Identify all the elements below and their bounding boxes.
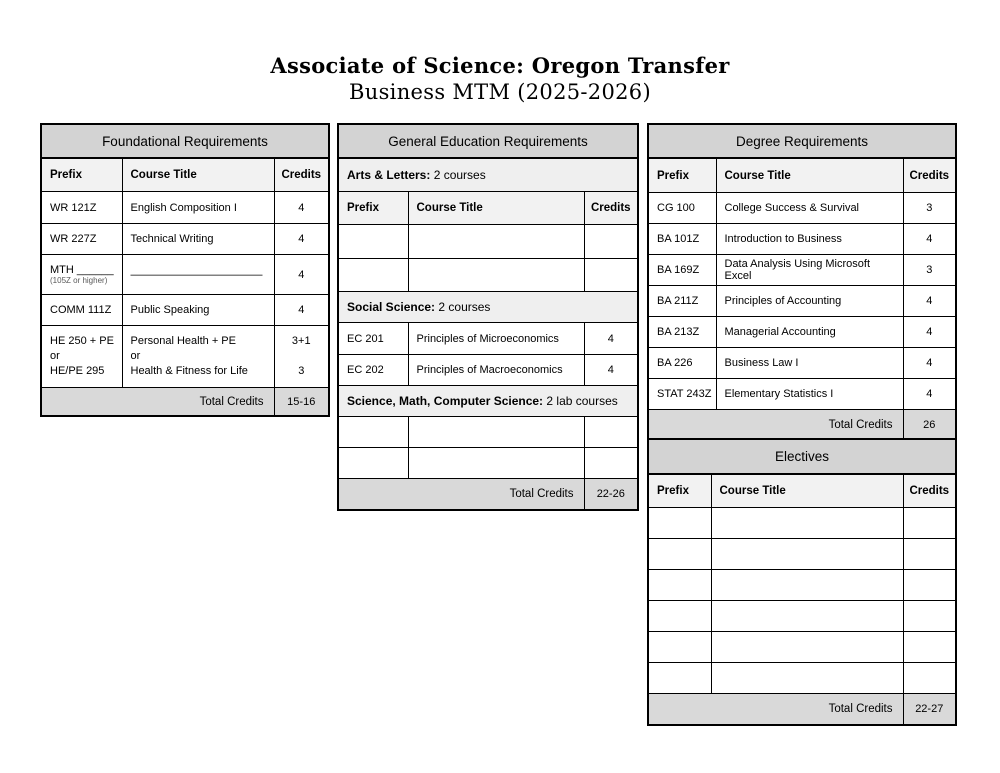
table-row [41, 224, 329, 255]
course-title: College Success & Survival [716, 193, 903, 224]
empty-cell [903, 601, 956, 632]
empty-cell [711, 663, 903, 694]
table-row [41, 295, 329, 326]
empty-cell [903, 663, 956, 694]
course-credits: 4 [584, 355, 638, 386]
course-prefix [41, 255, 122, 295]
credits-header: Credits [903, 158, 956, 193]
table-row [648, 286, 956, 317]
section-name: Science, Math, Computer Science: [347, 394, 544, 408]
table-row-math [41, 255, 329, 295]
table-row-empty [648, 570, 956, 601]
course-title: Managerial Accounting [716, 317, 903, 348]
empty-cell [903, 632, 956, 663]
course-title: English Composition I [122, 192, 274, 224]
general-education-table [337, 123, 639, 511]
column-header-row [648, 158, 956, 193]
total-credits-row [41, 388, 329, 417]
empty-cell [648, 663, 711, 694]
table-row [41, 192, 329, 224]
empty-cell [711, 570, 903, 601]
table-row [648, 193, 956, 224]
course-credits: 4 [274, 255, 329, 295]
course-prefix: BA 101Z [648, 224, 716, 255]
course-credits: 4 [903, 379, 956, 410]
column-header-row [338, 192, 638, 225]
course-title: Public Speaking [122, 295, 274, 326]
total-credits-label: Total Credits [338, 479, 584, 511]
course-prefix: EC 202 [338, 355, 408, 386]
course-title [122, 326, 274, 388]
course-title: Principles of Accounting [716, 286, 903, 317]
empty-cell [648, 570, 711, 601]
course-credits: 4 [903, 224, 956, 255]
health-title-or: or [130, 350, 141, 362]
empty-cell [648, 539, 711, 570]
table-row-empty [648, 508, 956, 539]
course-prefix: STAT 243Z [648, 379, 716, 410]
total-credits-label: Total Credits [648, 694, 903, 726]
course-credits: 4 [274, 224, 329, 255]
course-prefix: EC 201 [338, 323, 408, 355]
course-title: Data Analysis Using Microsoft Excel [716, 255, 903, 286]
empty-cell [408, 225, 584, 259]
empty-cell [408, 448, 584, 479]
table-row-empty [648, 632, 956, 663]
table-row [648, 348, 956, 379]
course-prefix: BA 226 [648, 348, 716, 379]
course-prefix: WR 121Z [41, 192, 122, 224]
table-row [648, 255, 956, 286]
course-credits: 4 [903, 317, 956, 348]
empty-cell [584, 259, 638, 292]
course-title: Technical Writing [122, 224, 274, 255]
course-credits: 4 [584, 323, 638, 355]
section-count: 2 lab courses [543, 394, 618, 408]
course-prefix: BA 169Z [648, 255, 716, 286]
empty-cell [648, 601, 711, 632]
table-title: General Education Requirements [338, 124, 638, 158]
total-credits-row [338, 479, 638, 511]
empty-cell [903, 539, 956, 570]
prefix-header: Prefix [648, 158, 716, 193]
table-row-health [41, 326, 329, 388]
credits-header: Credits [274, 158, 329, 192]
course-prefix [41, 326, 122, 388]
section-header-science [338, 386, 638, 417]
empty-cell [338, 417, 408, 448]
section-count: 2 courses [435, 300, 491, 314]
column-header-row [648, 474, 956, 508]
page-subtitle: Business MTM (2025-2026) [349, 80, 651, 104]
page-title: Associate of Science: Oregon Transfer [270, 53, 730, 78]
empty-cell [338, 448, 408, 479]
health-credits-spacer [275, 349, 329, 364]
health-title-option2: Health & Fitness for Life [130, 365, 248, 377]
total-credits-label: Total Credits [41, 388, 274, 417]
total-credits-label: Total Credits [648, 410, 903, 441]
total-credits-value: 22-27 [903, 694, 956, 726]
empty-cell [711, 539, 903, 570]
course-credits: 3 [903, 193, 956, 224]
total-credits-value: 22-26 [584, 479, 638, 511]
empty-cell [584, 225, 638, 259]
table-row-empty [338, 259, 638, 292]
column-header-row [41, 158, 329, 192]
health-title-option1: Personal Health + PE [130, 335, 236, 347]
section-name: Social Science: [347, 300, 436, 314]
empty-cell [584, 417, 638, 448]
degree-requirements-table [647, 123, 957, 441]
course-prefix: BA 213Z [648, 317, 716, 348]
course-credits: 4 [903, 348, 956, 379]
health-prefix-option1: HE 250 + PE [50, 335, 114, 347]
table-title: Foundational Requirements [41, 124, 329, 158]
course-title: Principles of Macroeconomics [408, 355, 584, 386]
health-credits-option2: 3 [298, 365, 305, 377]
math-prefix-blank: MTH ______ [50, 264, 114, 276]
course-title-header: Course Title [716, 158, 903, 193]
prefix-header: Prefix [338, 192, 408, 225]
course-prefix: CG 100 [648, 193, 716, 224]
electives-table [647, 438, 957, 726]
table-title-row [41, 124, 329, 158]
course-prefix: COMM 111Z [41, 295, 122, 326]
table-title-row [648, 124, 956, 158]
empty-cell [711, 508, 903, 539]
empty-cell [648, 632, 711, 663]
prefix-header: Prefix [41, 158, 122, 192]
section-header-social [338, 292, 638, 323]
course-credits: 4 [274, 192, 329, 224]
table-row-empty [338, 417, 638, 448]
course-title: Introduction to Business [716, 224, 903, 255]
course-title-header: Course Title [711, 474, 903, 508]
course-prefix: BA 211Z [648, 286, 716, 317]
empty-cell [408, 259, 584, 292]
empty-cell [648, 508, 711, 539]
empty-cell [408, 417, 584, 448]
table-row-empty [648, 663, 956, 694]
empty-cell [338, 225, 408, 259]
section-count: 2 courses [430, 168, 486, 182]
table-row-empty [648, 601, 956, 632]
empty-cell [903, 508, 956, 539]
prefix-header: Prefix [648, 474, 711, 508]
health-prefix-or: or [50, 350, 60, 362]
credits-header: Credits [903, 474, 956, 508]
course-title-header: Course Title [122, 158, 274, 192]
empty-cell [711, 632, 903, 663]
course-prefix: WR 227Z [41, 224, 122, 255]
total-credits-row [648, 694, 956, 726]
table-title: Electives [648, 439, 956, 474]
table-title-row [648, 439, 956, 474]
course-title: Elementary Statistics I [716, 379, 903, 410]
table-row [338, 355, 638, 386]
course-credits [274, 326, 329, 388]
empty-cell [903, 570, 956, 601]
table-row [338, 323, 638, 355]
empty-cell [711, 601, 903, 632]
course-credits: 4 [274, 295, 329, 326]
empty-cell [338, 259, 408, 292]
health-prefix-option2: HE/PE 295 [50, 365, 105, 377]
total-credits-value: 15-16 [274, 388, 329, 417]
course-title-header: Course Title [408, 192, 584, 225]
course-title-blank-line: ———————————— [122, 255, 274, 295]
foundational-requirements-table [40, 123, 330, 417]
credits-header: Credits [584, 192, 638, 225]
table-row [648, 224, 956, 255]
total-credits-value: 26 [903, 410, 956, 441]
math-level-note: (105Z or higher) [50, 276, 108, 285]
course-title: Principles of Microeconomics [408, 323, 584, 355]
table-row-empty [648, 539, 956, 570]
section-header-arts [338, 158, 638, 192]
course-credits: 4 [903, 286, 956, 317]
course-title: Business Law I [716, 348, 903, 379]
table-row-empty [338, 448, 638, 479]
course-credits: 3 [903, 255, 956, 286]
total-credits-row [648, 410, 956, 441]
section-name: Arts & Letters: [347, 168, 431, 182]
empty-cell [584, 448, 638, 479]
table-row [648, 379, 956, 410]
table-row [648, 317, 956, 348]
table-title-row [338, 124, 638, 158]
table-row-empty [338, 225, 638, 259]
table-title: Degree Requirements [648, 124, 956, 158]
health-credits-option1: 3+1 [291, 335, 311, 347]
